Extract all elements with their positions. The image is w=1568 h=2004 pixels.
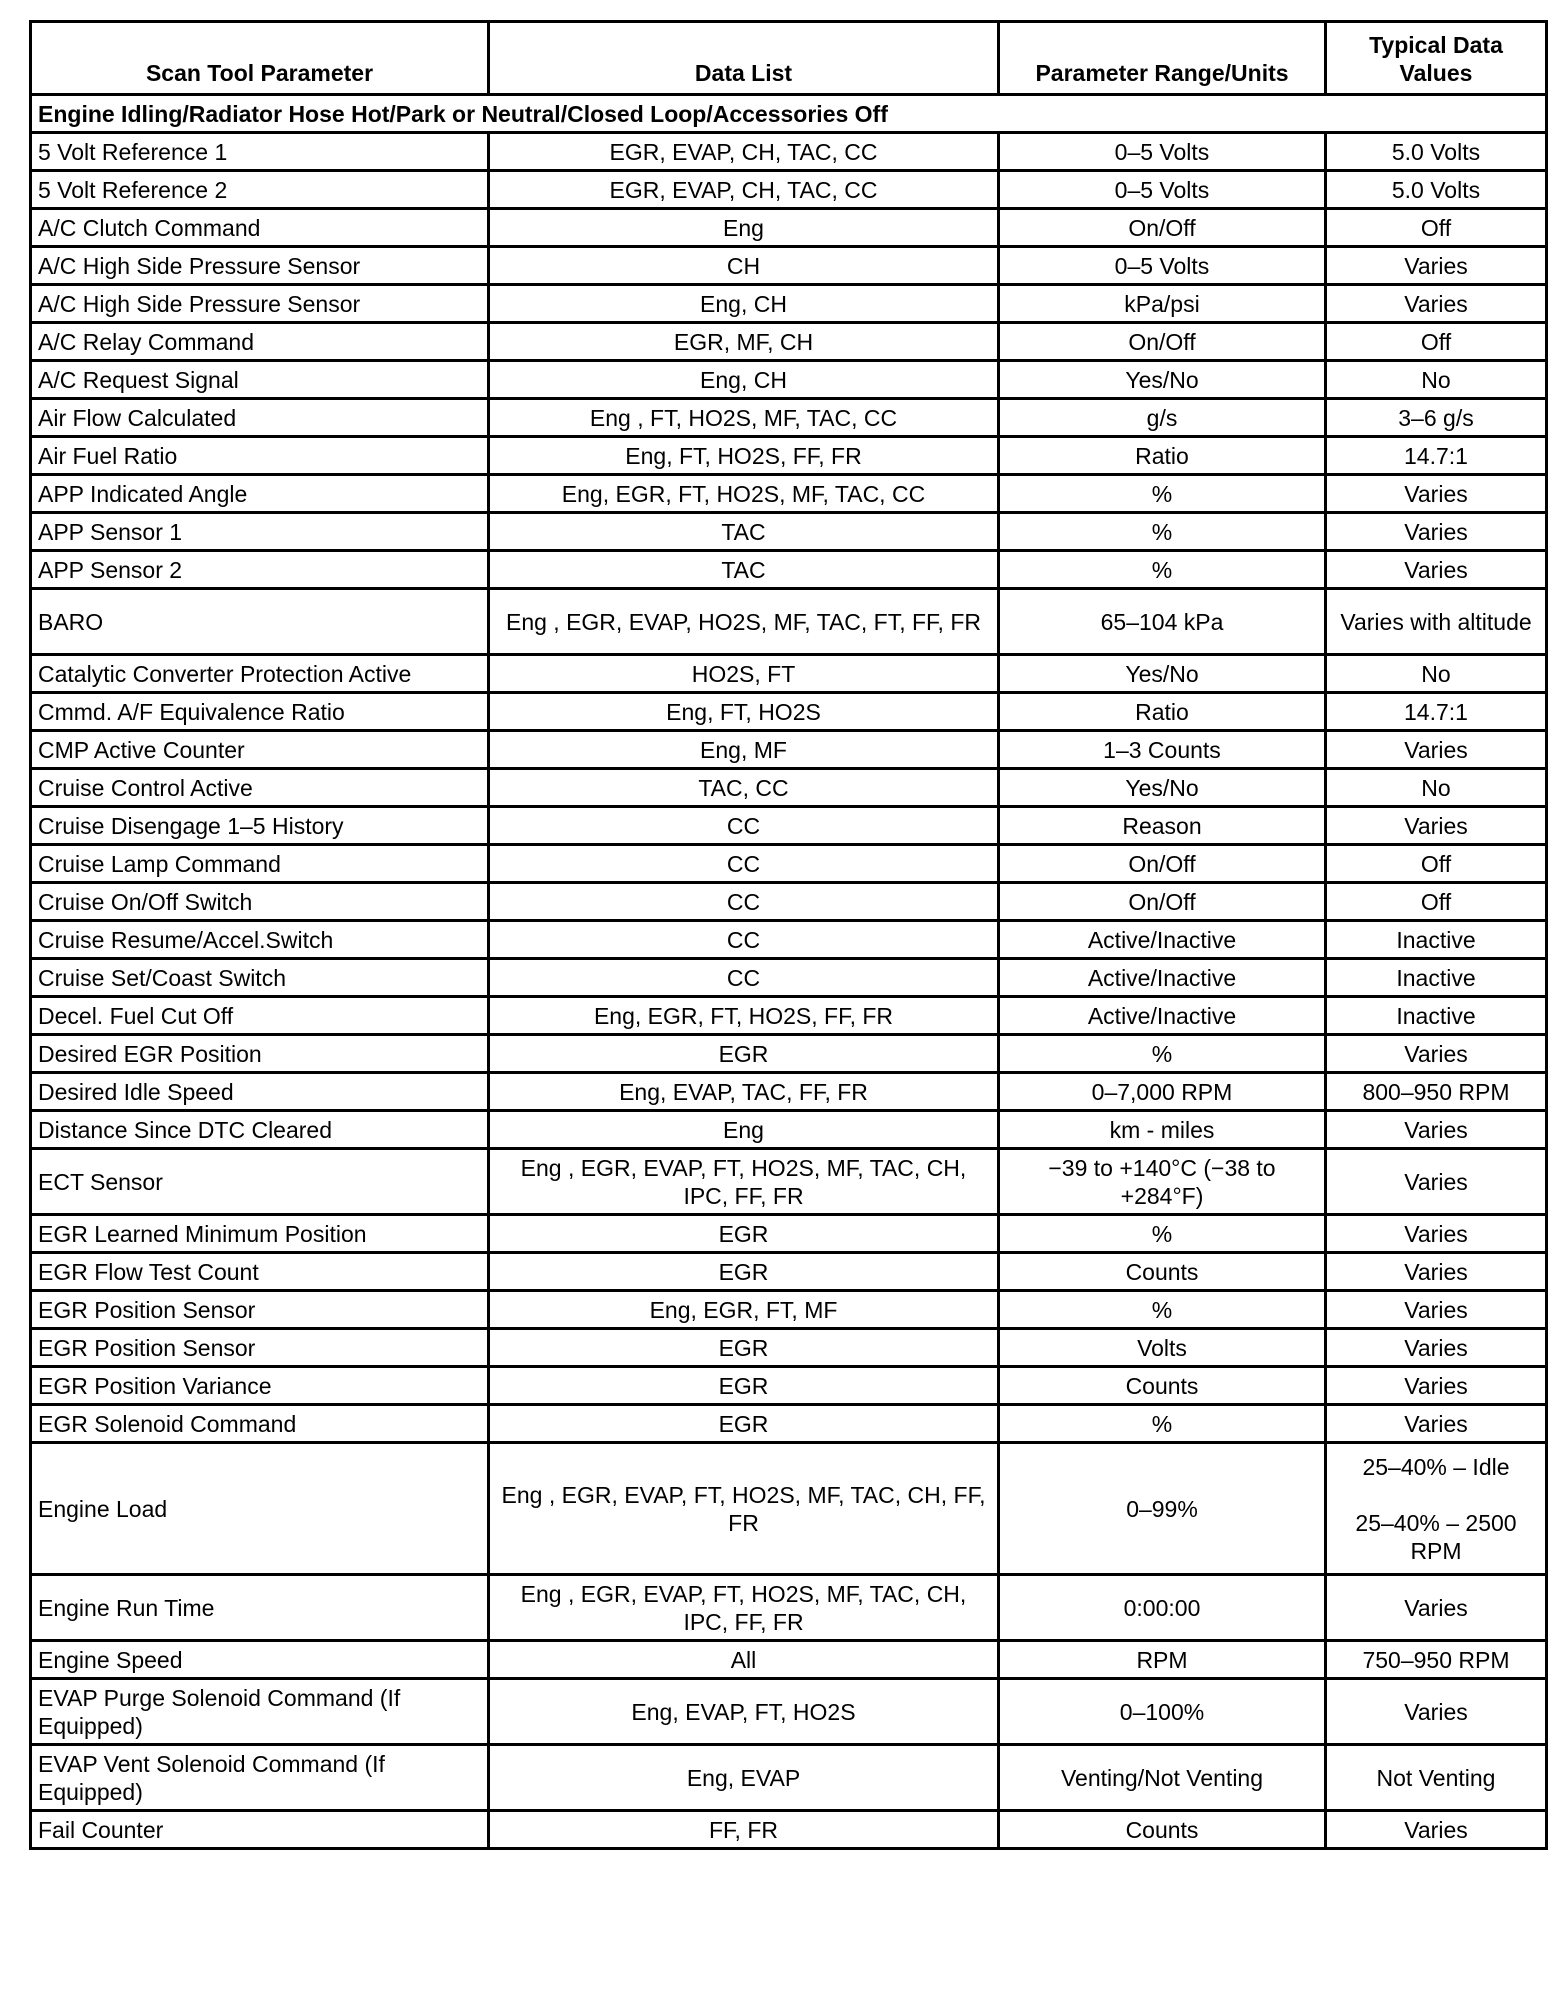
range-units-cell: Yes/No xyxy=(999,655,1326,693)
table-row xyxy=(31,1443,1547,1575)
range-units-cell: 0–99% xyxy=(999,1443,1326,1575)
range-units-cell: % xyxy=(999,1291,1326,1329)
parameter-cell: Cruise Control Active xyxy=(31,769,489,807)
range-units-cell: kPa/psi xyxy=(999,285,1326,323)
table-row xyxy=(31,551,1547,589)
parameter-cell: Cruise Disengage 1–5 History xyxy=(31,807,489,845)
typical-value-cell: Varies xyxy=(1326,475,1547,513)
parameter-cell: EGR Position Sensor xyxy=(31,1329,489,1367)
range-units-cell: Yes/No xyxy=(999,769,1326,807)
range-units-cell: % xyxy=(999,1405,1326,1443)
table-row xyxy=(31,807,1547,845)
typical-value-cell: 25–40% – Idle 25–40% – 2500 RPM xyxy=(1326,1443,1547,1575)
range-units-cell: On/Off xyxy=(999,209,1326,247)
range-units-cell: Ratio xyxy=(999,693,1326,731)
typical-value-cell: No xyxy=(1326,655,1547,693)
range-units-cell: Yes/No xyxy=(999,361,1326,399)
parameter-cell: Engine Load xyxy=(31,1443,489,1575)
range-units-cell: % xyxy=(999,1035,1326,1073)
table-row xyxy=(31,361,1547,399)
range-units-cell: 0–100% xyxy=(999,1679,1326,1745)
range-units-cell: 0–5 Volts xyxy=(999,133,1326,171)
parameter-cell: EGR Position Variance xyxy=(31,1367,489,1405)
parameter-cell: A/C High Side Pressure Sensor xyxy=(31,247,489,285)
table-row xyxy=(31,1111,1547,1149)
table-row xyxy=(31,589,1547,655)
typical-value-cell: Varies xyxy=(1326,285,1547,323)
parameter-cell: EGR Position Sensor xyxy=(31,1291,489,1329)
typical-value-cell: Varies xyxy=(1326,1405,1547,1443)
range-units-cell: Active/Inactive xyxy=(999,921,1326,959)
data-list-cell: CH xyxy=(489,247,999,285)
typical-value-cell: Off xyxy=(1326,209,1547,247)
range-units-cell: Reason xyxy=(999,807,1326,845)
table-row xyxy=(31,921,1547,959)
table-row xyxy=(31,1329,1547,1367)
typical-value-cell: Varies xyxy=(1326,513,1547,551)
parameter-cell: Catalytic Converter Protection Active xyxy=(31,655,489,693)
data-list-cell: Eng, MF xyxy=(489,731,999,769)
data-list-cell: FF, FR xyxy=(489,1811,999,1849)
data-list-cell: Eng, FT, HO2S, FF, FR xyxy=(489,437,999,475)
table-row xyxy=(31,1215,1547,1253)
typical-value-cell: Varies xyxy=(1326,1575,1547,1641)
parameter-cell: Cruise On/Off Switch xyxy=(31,883,489,921)
parameter-cell: Cruise Resume/Accel.Switch xyxy=(31,921,489,959)
data-list-cell: CC xyxy=(489,845,999,883)
range-units-cell: 0–7,000 RPM xyxy=(999,1073,1326,1111)
parameter-cell: Cmmd. A/F Equivalence Ratio xyxy=(31,693,489,731)
data-list-cell: Eng , EGR, EVAP, FT, HO2S, MF, TAC, CH, IPC, FF, FR xyxy=(489,1149,999,1215)
data-list-cell: EGR xyxy=(489,1405,999,1443)
typical-value-cell: Off xyxy=(1326,845,1547,883)
parameter-cell: Desired Idle Speed xyxy=(31,1073,489,1111)
parameter-cell: Cruise Lamp Command xyxy=(31,845,489,883)
range-units-cell: g/s xyxy=(999,399,1326,437)
header-scan-tool-parameter: Scan Tool Parameter xyxy=(31,22,489,95)
parameter-cell: A/C High Side Pressure Sensor xyxy=(31,285,489,323)
data-list-cell: Eng xyxy=(489,1111,999,1149)
parameter-cell: 5 Volt Reference 2 xyxy=(31,171,489,209)
range-units-cell: Counts xyxy=(999,1253,1326,1291)
data-list-cell: EGR, MF, CH xyxy=(489,323,999,361)
parameter-cell: Cruise Set/Coast Switch xyxy=(31,959,489,997)
parameter-cell: Engine Speed xyxy=(31,1641,489,1679)
range-units-cell: 0–5 Volts xyxy=(999,171,1326,209)
typical-value-cell: Inactive xyxy=(1326,959,1547,997)
data-list-cell: Eng , EGR, EVAP, FT, HO2S, MF, TAC, CH, IPC, FF, FR xyxy=(489,1575,999,1641)
parameter-cell: Engine Run Time xyxy=(31,1575,489,1641)
typical-value-cell: 5.0 Volts xyxy=(1326,133,1547,171)
data-list-cell: CC xyxy=(489,807,999,845)
data-list-cell: Eng xyxy=(489,209,999,247)
table-row xyxy=(31,323,1547,361)
table-row xyxy=(31,513,1547,551)
range-units-cell: On/Off xyxy=(999,883,1326,921)
range-units-cell: On/Off xyxy=(999,845,1326,883)
section-title: Engine Idling/Radiator Hose Hot/Park or Neutral/Closed Loop/Accessories Off xyxy=(31,95,1547,133)
table-row xyxy=(31,1291,1547,1329)
typical-value-cell: 14.7:1 xyxy=(1326,693,1547,731)
typical-value-cell: Not Venting xyxy=(1326,1745,1547,1811)
data-list-cell: CC xyxy=(489,921,999,959)
table-row xyxy=(31,399,1547,437)
data-list-cell: CC xyxy=(489,883,999,921)
range-units-cell: Active/Inactive xyxy=(999,997,1326,1035)
range-units-cell: Ratio xyxy=(999,437,1326,475)
parameter-cell: APP Sensor 1 xyxy=(31,513,489,551)
table-row xyxy=(31,1679,1547,1745)
typical-value-cell: Varies xyxy=(1326,1035,1547,1073)
table-row xyxy=(31,655,1547,693)
range-units-cell: 1–3 Counts xyxy=(999,731,1326,769)
typical-value-cell: Inactive xyxy=(1326,997,1547,1035)
data-list-cell: Eng , FT, HO2S, MF, TAC, CC xyxy=(489,399,999,437)
parameter-cell: A/C Relay Command xyxy=(31,323,489,361)
range-units-cell: Venting/Not Venting xyxy=(999,1745,1326,1811)
data-list-cell: TAC xyxy=(489,513,999,551)
parameter-cell: A/C Clutch Command xyxy=(31,209,489,247)
data-list-cell: CC xyxy=(489,959,999,997)
table-row xyxy=(31,1073,1547,1111)
parameter-cell: EVAP Vent Solenoid Command (If Equipped) xyxy=(31,1745,489,1811)
range-units-cell: Counts xyxy=(999,1811,1326,1849)
parameter-cell: Decel. Fuel Cut Off xyxy=(31,997,489,1035)
range-units-cell: −39 to +140°C (−38 to +284°F) xyxy=(999,1149,1326,1215)
table-row xyxy=(31,1405,1547,1443)
table-row xyxy=(31,997,1547,1035)
table-row xyxy=(31,883,1547,921)
range-units-cell: Counts xyxy=(999,1367,1326,1405)
typical-value-cell: Varies xyxy=(1326,807,1547,845)
data-list-cell: Eng, EGR, FT, MF xyxy=(489,1291,999,1329)
table-row xyxy=(31,475,1547,513)
typical-value-cell: Varies xyxy=(1326,1329,1547,1367)
range-units-cell: Volts xyxy=(999,1329,1326,1367)
data-list-cell: Eng, EVAP, TAC, FF, FR xyxy=(489,1073,999,1111)
data-list-cell: EGR xyxy=(489,1253,999,1291)
table-row xyxy=(31,1641,1547,1679)
section-row xyxy=(31,95,1547,133)
typical-value-cell: Inactive xyxy=(1326,921,1547,959)
typical-value-cell: Varies xyxy=(1326,1291,1547,1329)
data-list-cell: Eng, CH xyxy=(489,285,999,323)
header-row xyxy=(31,22,1547,95)
typical-value-cell: Varies xyxy=(1326,1149,1547,1215)
typical-value-cell: Varies xyxy=(1326,1367,1547,1405)
parameter-cell: APP Sensor 2 xyxy=(31,551,489,589)
parameter-cell: APP Indicated Angle xyxy=(31,475,489,513)
data-list-cell: Eng, FT, HO2S xyxy=(489,693,999,731)
typical-value-cell: 5.0 Volts xyxy=(1326,171,1547,209)
typical-value-cell: Varies xyxy=(1326,1111,1547,1149)
range-units-cell: 0:00:00 xyxy=(999,1575,1326,1641)
data-list-cell: TAC xyxy=(489,551,999,589)
table-row xyxy=(31,693,1547,731)
range-units-cell: % xyxy=(999,551,1326,589)
table-row xyxy=(31,731,1547,769)
data-list-cell: Eng, EVAP xyxy=(489,1745,999,1811)
range-units-cell: % xyxy=(999,475,1326,513)
table-row xyxy=(31,1149,1547,1215)
range-units-cell: % xyxy=(999,513,1326,551)
table-row xyxy=(31,437,1547,475)
table-row xyxy=(31,285,1547,323)
typical-value-cell: Varies xyxy=(1326,1679,1547,1745)
typical-value-cell: Varies xyxy=(1326,1215,1547,1253)
range-units-cell: 0–5 Volts xyxy=(999,247,1326,285)
table-row xyxy=(31,1811,1547,1849)
parameter-cell: ECT Sensor xyxy=(31,1149,489,1215)
table-row xyxy=(31,1575,1547,1641)
range-units-cell: % xyxy=(999,1215,1326,1253)
data-list-cell: All xyxy=(489,1641,999,1679)
table-row xyxy=(31,133,1547,171)
data-list-cell: Eng, CH xyxy=(489,361,999,399)
data-list-cell: EGR xyxy=(489,1329,999,1367)
typical-value-cell: Varies xyxy=(1326,551,1547,589)
typical-value-cell: Varies with altitude xyxy=(1326,589,1547,655)
table-row xyxy=(31,769,1547,807)
parameter-cell: EGR Solenoid Command xyxy=(31,1405,489,1443)
data-list-cell: Eng, EGR, FT, HO2S, MF, TAC, CC xyxy=(489,475,999,513)
table-row xyxy=(31,209,1547,247)
typical-value-cell: 14.7:1 xyxy=(1326,437,1547,475)
typical-value-cell: Varies xyxy=(1326,731,1547,769)
typical-value-cell: 3–6 g/s xyxy=(1326,399,1547,437)
range-units-cell: 65–104 kPa xyxy=(999,589,1326,655)
typical-value-cell: Off xyxy=(1326,883,1547,921)
table-row xyxy=(31,1035,1547,1073)
data-list-cell: Eng, EGR, FT, HO2S, FF, FR xyxy=(489,997,999,1035)
data-list-cell: Eng , EGR, EVAP, HO2S, MF, TAC, FT, FF, FR xyxy=(489,589,999,655)
typical-value-cell: No xyxy=(1326,361,1547,399)
range-units-cell: km - miles xyxy=(999,1111,1326,1149)
parameter-cell: A/C Request Signal xyxy=(31,361,489,399)
data-list-cell: TAC, CC xyxy=(489,769,999,807)
header-data-list: Data List xyxy=(489,22,999,95)
data-list-cell: HO2S, FT xyxy=(489,655,999,693)
range-units-cell: Active/Inactive xyxy=(999,959,1326,997)
typical-value-cell: Varies xyxy=(1326,247,1547,285)
typical-value-cell: No xyxy=(1326,769,1547,807)
table-row xyxy=(31,1745,1547,1811)
typical-value-cell: Off xyxy=(1326,323,1547,361)
parameter-cell: Distance Since DTC Cleared xyxy=(31,1111,489,1149)
table-row xyxy=(31,247,1547,285)
typical-value-cell: Varies xyxy=(1326,1253,1547,1291)
parameter-cell: EGR Flow Test Count xyxy=(31,1253,489,1291)
parameter-cell: Fail Counter xyxy=(31,1811,489,1849)
parameter-cell: EGR Learned Minimum Position xyxy=(31,1215,489,1253)
data-list-cell: EGR, EVAP, CH, TAC, CC xyxy=(489,171,999,209)
range-units-cell: RPM xyxy=(999,1641,1326,1679)
data-list-cell: EGR, EVAP, CH, TAC, CC xyxy=(489,133,999,171)
data-list-cell: EGR xyxy=(489,1035,999,1073)
data-list-cell: EGR xyxy=(489,1367,999,1405)
parameter-cell: CMP Active Counter xyxy=(31,731,489,769)
table-row xyxy=(31,1253,1547,1291)
typical-value-cell: 750–950 RPM xyxy=(1326,1641,1547,1679)
table-row xyxy=(31,171,1547,209)
table-row xyxy=(31,845,1547,883)
parameter-cell: BARO xyxy=(31,589,489,655)
parameter-cell: 5 Volt Reference 1 xyxy=(31,133,489,171)
typical-value-cell: Varies xyxy=(1326,1811,1547,1849)
typical-value-cell: 800–950 RPM xyxy=(1326,1073,1547,1111)
scan-tool-parameter-table xyxy=(29,20,1548,1850)
parameter-cell: Air Flow Calculated xyxy=(31,399,489,437)
table-row xyxy=(31,959,1547,997)
data-list-cell: EGR xyxy=(489,1215,999,1253)
parameter-cell: EVAP Purge Solenoid Command (If Equipped) xyxy=(31,1679,489,1745)
parameter-cell: Desired EGR Position xyxy=(31,1035,489,1073)
data-list-cell: Eng, EVAP, FT, HO2S xyxy=(489,1679,999,1745)
parameter-cell: Air Fuel Ratio xyxy=(31,437,489,475)
range-units-cell: On/Off xyxy=(999,323,1326,361)
header-typical-data-values: Typical Data Values xyxy=(1326,22,1547,95)
data-list-cell: Eng , EGR, EVAP, FT, HO2S, MF, TAC, CH, FF, FR xyxy=(489,1443,999,1575)
header-parameter-range-units: Parameter Range/Units xyxy=(999,22,1326,95)
table-row xyxy=(31,1367,1547,1405)
